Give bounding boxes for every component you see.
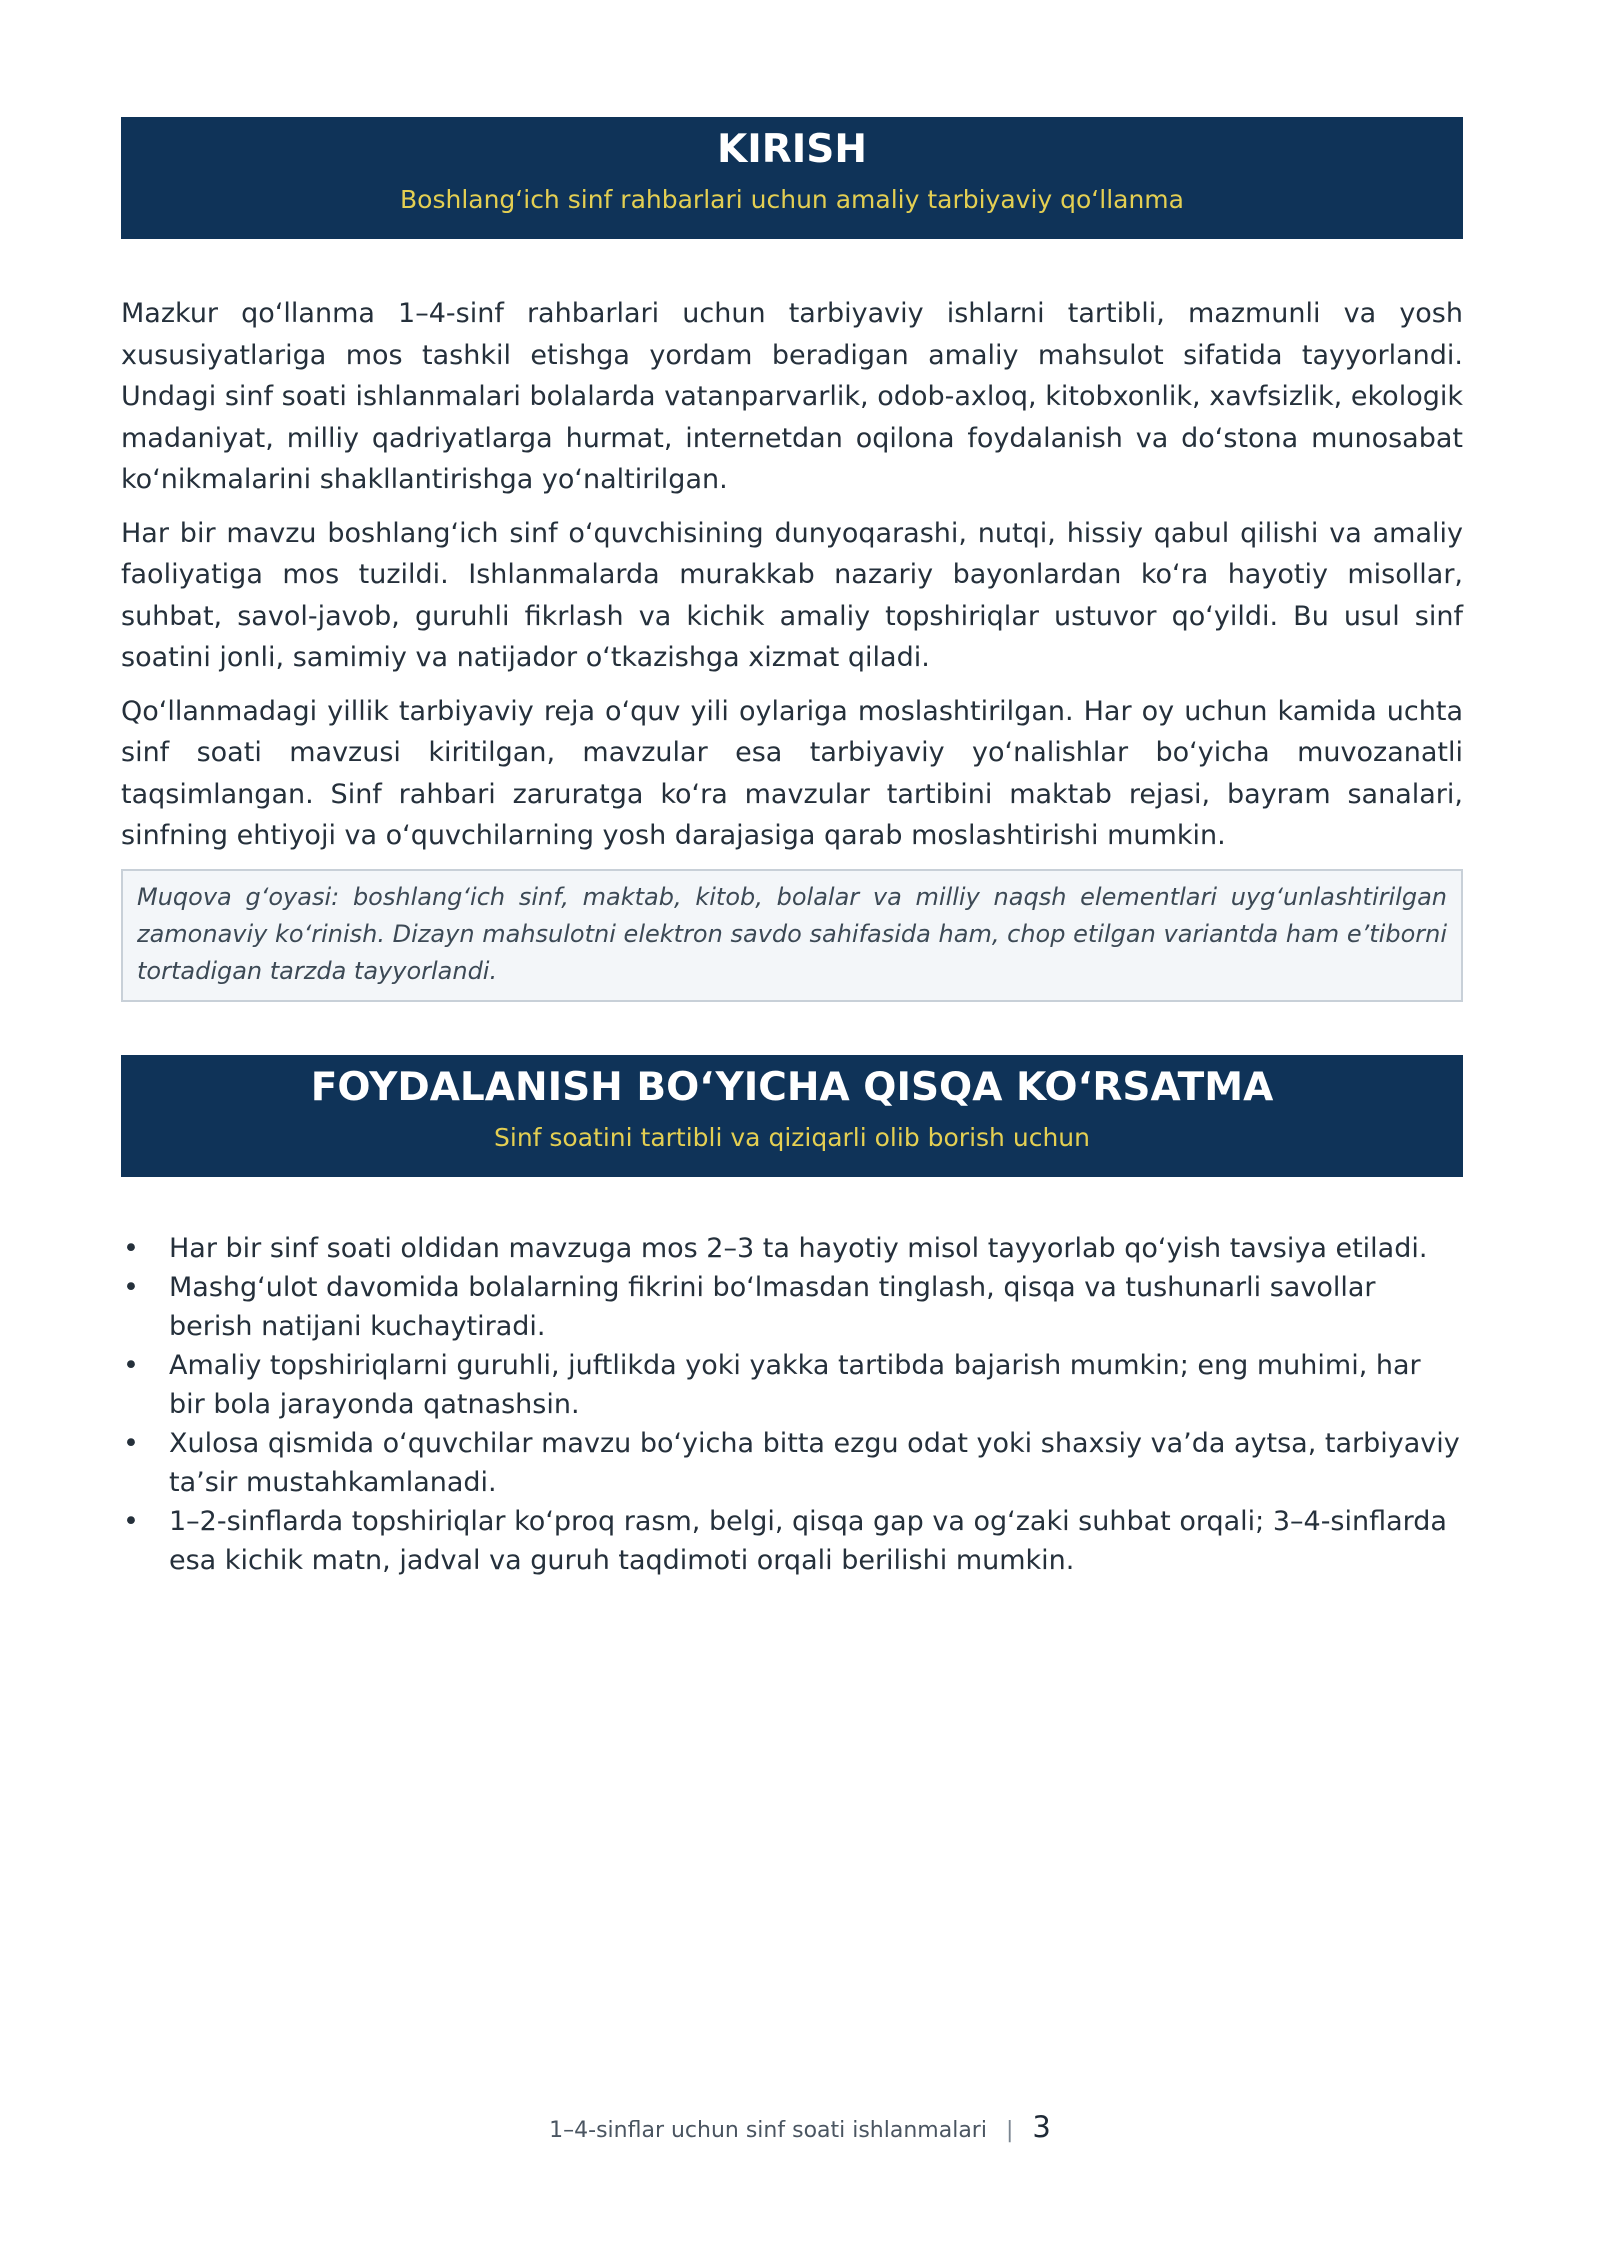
- section-banner-intro: [121, 117, 1463, 239]
- list-item: [121, 1268, 1463, 1346]
- usage-tips-list: [121, 1229, 1463, 1580]
- body-paragraph: Har bir mavzu boshlang‘ich sinf o‘quvchisining dunyoqarashi, nutqi, hissiy qabul qilishi va amaliy faoliyatiga mos tuzildi. Ishlanmalarda murakkab nazariy bayonlardan ko‘ra hayotiy misollar, suhbat, savol-javob, guruhli fikrlash va kichik amaliy topshiriqlar ustuvor qo‘yildi. Bu usul sinf soatini jonli, samimiy va natijador o‘tkazishga xizmat qiladi.: [121, 517, 1463, 673]
- bullet-icon: •: [123, 1427, 139, 1459]
- page-content: [121, 117, 1463, 1596]
- list-item: [121, 1424, 1463, 1502]
- list-item-text: Har bir sinf soati oldidan mavzuga mos 2–3 ta hayotiy misol tayyorlab qo‘yish tavsiya etiladi.: [169, 1232, 1428, 1264]
- list-item-text: Xulosa qismida o‘quvchilar mavzu bo‘yicha bitta ezgu odat yoki shaxsiy va’da aytsa, tarbiyaviy ta’sir mustahkamlanadi.: [169, 1427, 1460, 1498]
- section-subtitle: Boshlang‘ich sinf rahbarlari uchun amaliy tarbiyaviy qo‘llanma: [400, 185, 1184, 214]
- section-banner-usage: [121, 1055, 1463, 1177]
- page-number: 3: [1032, 2110, 1051, 2144]
- body-paragraph: Qo‘llanmadagi yillik tarbiyaviy reja o‘quv yili oylariga moslashtirilgan. Har oy uchun kamida uchta sinf soati mavzusi kiritilgan, mavzular esa tarbiyaviy yo‘nalishlar bo‘yicha muvozanatli taqsimlangan. Sinf rahbari zaruratga ko‘ra mavzular tartibini maktab rejasi, bayram sanalari, sinfning ehtiyoji va o‘quvchilarning yosh darajasiga qarab moslashtirishi mumkin.: [121, 695, 1463, 851]
- list-item: [121, 1346, 1463, 1424]
- bullet-icon: •: [123, 1505, 139, 1537]
- bullet-icon: •: [123, 1271, 139, 1303]
- bullet-icon: •: [123, 1349, 139, 1381]
- list-item: [121, 1229, 1463, 1268]
- cover-idea-note: Muqova g‘oyasi: boshlang‘ich sinf, maktab, kitob, bolalar va milliy naqsh elementlari uyg‘unlashtirilgan zamonaviy ko‘rinish. Dizayn mahsulotni elektron savdo sahifasida ham, chop etilgan variantda ham e’tiborni tortadigan tarzda tayyorlandi.: [121, 869, 1463, 1002]
- footer-separator: |: [1005, 2118, 1014, 2143]
- intro-body: [121, 293, 1463, 1002]
- bullet-icon: •: [123, 1232, 139, 1264]
- list-item-text: 1–2-sinflarda topshiriqlar ko‘proq rasm, belgi, qisqa gap va og‘zaki suhbat orqali; 3–4-sinflarda esa kichik matn, jadval va guruh taqdimoti orqali berilishi mumkin.: [169, 1505, 1447, 1576]
- body-paragraph: Mazkur qo‘llanma 1–4-sinf rahbarlari uchun tarbiyaviy ishlarni tartibli, mazmunli va yosh xususiyatlariga mos tashkil etishga yordam beradigan amaliy mahsulot sifatida tayyorlandi. Undagi sinf soati ishlanmalari bolalarda vatanparvarlik, odob-axloq, kitobxonlik, xavfsizlik, ekologik madaniyat, milliy qadriyatlarga hurmat, internetdan oqilona foydalanish va do‘stona munosabat ko‘nikmalarini shakllantirishga yo‘naltirilgan.: [121, 298, 1463, 495]
- list-item-text: Amaliy topshiriqlarni guruhli, juftlikda yoki yakka tartibda bajarish mumkin; eng muhimi, har bir bola jarayonda qatnashsin.: [169, 1349, 1421, 1420]
- section-title: KIRISH: [716, 127, 867, 172]
- section-subtitle: Sinf soatini tartibli va qiziqarli olib borish uchun: [494, 1122, 1090, 1152]
- footer-title: 1–4-sinflar uchun sinf soati ishlanmalari: [549, 2118, 987, 2143]
- section-title: FOYDALANISH BO‘YICHA QISQA KO‘RSATMA: [310, 1064, 1274, 1110]
- list-item: [121, 1502, 1463, 1580]
- page-footer: [0, 2110, 1600, 2148]
- list-item-text: Mashg‘ulot davomida bolalarning fikrini bo‘lmasdan tinglash, qisqa va tushunarli savollar berish natijani kuchaytiradi.: [169, 1271, 1376, 1342]
